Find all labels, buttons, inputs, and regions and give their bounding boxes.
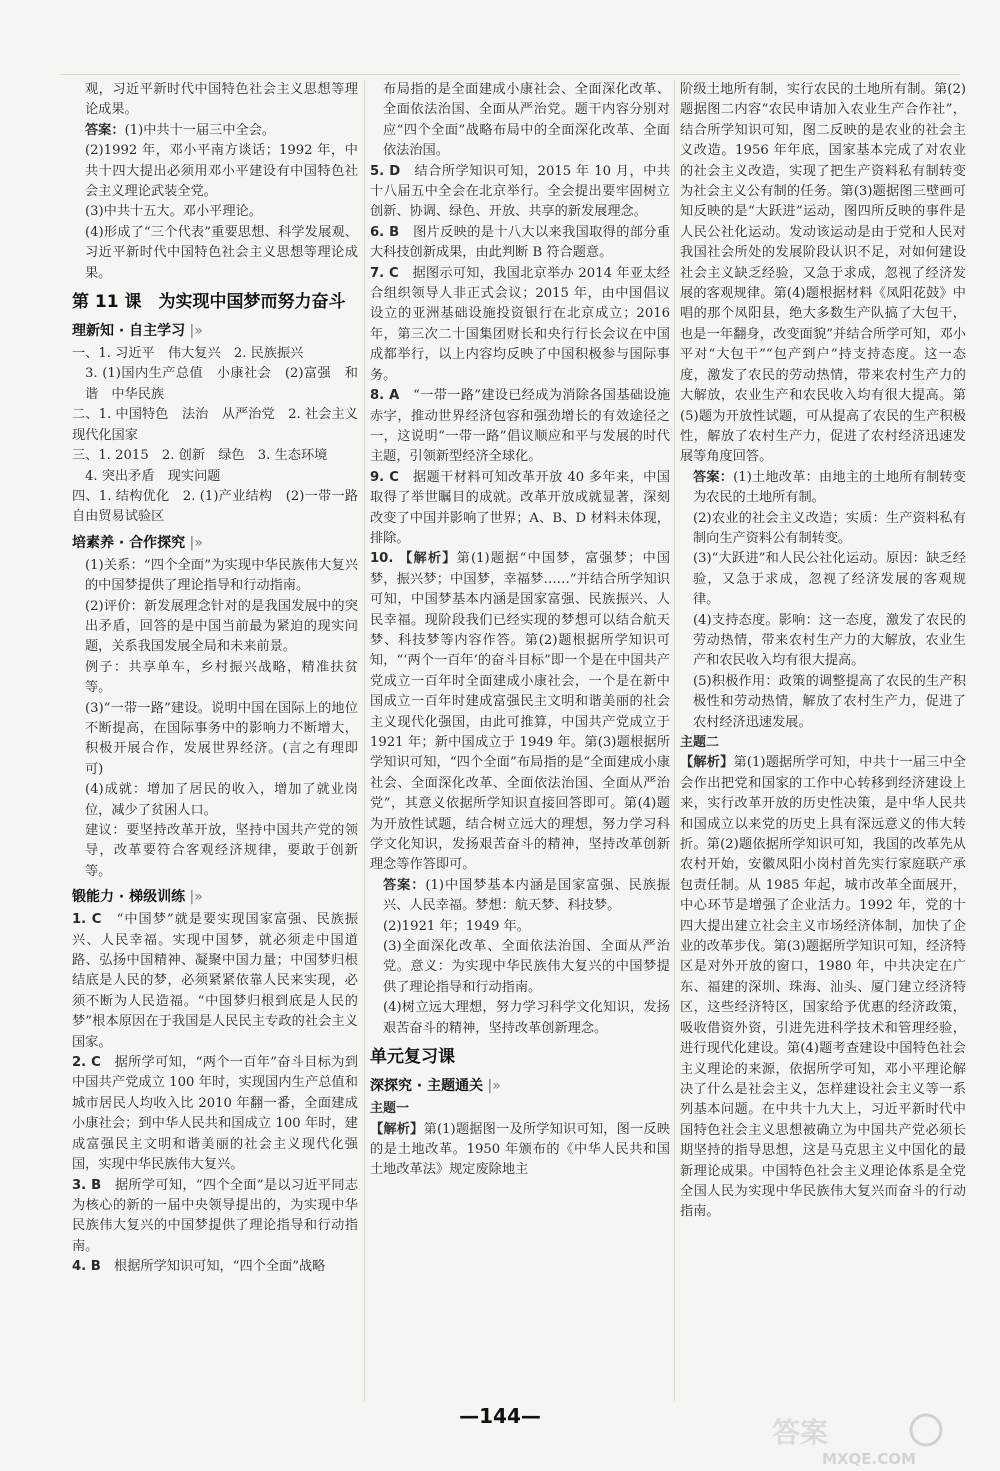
- section-marker-icon: |»: [483, 1078, 501, 1095]
- answer-text: (4)形成了“三个代表”重要思想、科学发展观、习近平新时代中国特色社会主义思想等理论成果。: [85, 224, 358, 281]
- answer-text: (4)支持态度。影响：这一态度，激发了农民的劳动热情，带来农村生产力的大解放，农业生产和农民收入均有很大提高。: [693, 612, 966, 669]
- question-explanation: “一带一路”建设已经成为消除各国基础设施赤字，推动世界经济包容和强劲增长的有效途径之一，这说明“一带一路”倡议顺应和平与发展的时代主题，引领新型经济全球化。: [370, 388, 671, 465]
- column-left: [72, 80, 372, 1401]
- question-item: [72, 910, 358, 1053]
- answer-text: (2)1992 年，邓小平南方谈话；1992 年，中共十四大提出必须用邓小平建设有中国特色社会主义理论武装全党。: [85, 143, 358, 200]
- answer-text: (1)中共十一届三中全会。: [124, 122, 276, 138]
- question-number: 4. B: [72, 1259, 101, 1275]
- answer-line: 3. (1)国内生产总值 小康社会 (2)富强 和谐 中华民族: [85, 366, 358, 402]
- answer-text: (2)1921 年；1949 年。: [383, 918, 530, 934]
- question-number: 9. C: [370, 469, 399, 485]
- column-right: [680, 80, 966, 1401]
- answer-text: (4)树立远大理想，努力学习科学文化知识，发扬艰苦奋斗的精神，坚持改革创新理念。: [383, 1000, 670, 1036]
- explore-answer: (3)“一带一路”建设。说明中国在国际上的地位不断提高，在国际事务中的影响力不断增大，积极开展合作，发展世界经济。(言之有理即可): [85, 700, 358, 777]
- section-heading-text: 理新知 · 自主学习: [72, 323, 186, 340]
- section-marker-icon: |»: [185, 534, 203, 551]
- question-item: [72, 1257, 358, 1277]
- watermark-text: MXQE.COM: [822, 1450, 916, 1468]
- answer-block: [370, 876, 670, 917]
- question-explanation: 结合所学知识可知，2015 年 10 月，中共十八届五中全会在北京举行。全会提出要牢固树立创新、协调、绿色、开放、共享的新发展理念。: [370, 163, 671, 220]
- svg-text:答案: 答案: [772, 1416, 829, 1449]
- watermark-logo: [762, 1412, 972, 1468]
- answer-text: (1)中国梦基本内涵是国家富强、民族振兴、人民幸福。梦想：航天梦、科技梦。: [383, 877, 671, 914]
- explore-answer: 例子：共享单车，乡村振兴战略，精准扶贫等。: [85, 659, 358, 696]
- question-number: 2. C: [72, 1055, 101, 1071]
- question-number: 10. 【解析】: [370, 551, 457, 567]
- question-explanation: 图片反映的是十八大以来我国取得的部分重大科技创新成果，由此判断 B 符合题意。: [370, 224, 671, 261]
- column-divider: [674, 80, 675, 1401]
- question-number: 7. C: [370, 265, 399, 281]
- explore-answer: 建议：要坚持改革开放，坚持中国共产党的领导，改革要符合客观经济规律，要敢于创新等。: [85, 823, 358, 879]
- analysis-text: 第(1)题据所学可知，中共十一届三中全会作出把党和国家的工作中心转移到经济建设上来，实行改革开放的历史性决策，是中华人民共和国成立以来党的历史上具有深远意义的伟大转折。第(2)题依据所学知识可知，我国的改革先从农村开始，安徽凤阳小岗村首先实行家庭联产承包责任制。从 1985 年起，城市改革全面展开，中心环节是增强了企业活力。1992 年，党的十四大提出建立社会主义市场经济体制，加快了企业的改革步伐。第(3)题据所学知识可知，经济特区是对外开放的窗口，1980 年，中共决定在广东、福建的深圳、珠海、汕头、厦门建立经济特区，这些经济特区，国家给予优惠的经济政策，吸收借资外资，引进先进科学技术和管理经验，进行现代化建设。第(4)题考查建设中国特色社会主义理论的来源，依据所学可知，邓小平理论解决了什么是社会主义，怎样建设社会主义等一系列基本问题。在中共十九大上，习近平新时代中国特色社会主义思想被确立为中国共产党必须长期坚持的指导思想，这是马克思主义中国化的最新理论成果。中国特色社会主义理论体系是全党全国人民为实现中华民族伟大复兴而奋斗的行动指南。: [680, 755, 966, 1220]
- question-number: 8. A: [370, 388, 400, 404]
- explore-answer: (1)关系：“四个全面”为实现中华民族伟大复兴的中国梦提供了理论指导和行动指南。: [85, 557, 358, 594]
- answer-text: (3)“大跃进”和人民公社化运动。原因：缺乏经验，又急于求成，忽视了经济发展的客观规律。: [693, 551, 966, 608]
- answer-text: (3)全面深化改革、全面依法治国、全面从严治党。意义：为实现中华民族伟大复兴的中国梦提供了理论指导和行动指南。: [383, 939, 670, 995]
- answer-line: 二、1. 中国特色 法治 从严治党 2. 社会主义现代化国家: [72, 407, 358, 443]
- analysis-block: [680, 753, 966, 1222]
- answer-text: (5)积极作用：政策的调整提高了农民的生产积极性和劳动热情，解放了农村生产力，促进了农村经济迅速发展。: [693, 673, 966, 730]
- answer-label: 答案：: [383, 877, 426, 893]
- section-heading: [72, 319, 358, 343]
- question-item: [370, 549, 670, 876]
- section-marker-icon: |»: [185, 889, 203, 906]
- analysis-block: [370, 1120, 670, 1181]
- paragraph: 观，习近平新时代中国特色社会主义思想等理论成果。: [85, 82, 358, 118]
- question-number: 1. C: [72, 912, 102, 928]
- lesson-title: 第 11 课 为实现中国梦而努力奋斗: [72, 292, 346, 313]
- section-heading-text: 锻能力 · 梯级训练: [72, 889, 186, 906]
- answer-block: [72, 121, 358, 141]
- analysis-label: 【解析】: [370, 1121, 424, 1137]
- question-explanation: “中国梦”就是要实现国家富强、民族振兴、人民幸福。实现中国梦，就必须走中国道路、弘扬中国精神、凝聚中国力量；中国梦归根结底是人民的梦，必须紧紧依靠人民来实现，必须不断为人民造福。“中国梦归根到底是人民的梦”根本原因在于我国是人民民主专政的社会主义国家。: [72, 912, 359, 1050]
- question-item: [370, 468, 670, 550]
- section-heading: [72, 885, 358, 909]
- answer-block: [680, 468, 966, 509]
- answer-line: 一、1. 习近平 伟大复兴 2. 民族振兴: [72, 346, 304, 362]
- analysis-label: 【解析】: [680, 755, 734, 771]
- question-explanation: 据所学可知，“四个全面”是以习近平同志为核心的新的一届中央领导提出的，为实现中华民族伟大复兴的中国梦提供了理论指导和行动指南。: [72, 1177, 359, 1254]
- answer-text: (3)中共十五大。邓小平理论。: [85, 204, 262, 220]
- explore-answer: (4)成就：增加了居民的收入，增加了就业岗位，减少了贫困人口。: [85, 782, 358, 818]
- analysis-text: 第(1)题据图一及所学知识可知，图一反映的是土地改革。1950 年颁布的《中华人民共和国土地改革法》规定废除地主: [370, 1121, 671, 1178]
- question-explanation: 根据所学知识可知，“四个全面”战略: [114, 1259, 326, 1275]
- topic-heading: 主题一: [370, 1101, 410, 1117]
- answer-label: 答案：: [693, 469, 734, 485]
- question-item: [370, 264, 670, 386]
- answer-line: 四、1. 结构优化 2. (1)产业结构 (2)一带一路 自由贸易试验区: [72, 488, 372, 525]
- column-divider: [364, 80, 365, 1401]
- question-explanation: 第(1)题据“中国梦，富强梦；中国梦，振兴梦；中国梦，幸福梦……”并结合所学知识可知，中国梦基本内涵是国家富强、民族振兴、人民幸福。现阶段我们已经实现的梦想可以结合航天梦、科技梦等内容作答。第(2)题根据所学知识可知，“‘两个一百年’的奋斗目标”即一个是在中国共产党成立一百年时全面建成小康社会，一个是在新中国成立一百年时建成富强民主文明和谐美丽的社会主义现代化强国，由此可推算，中国共产党成立于 1921 年；新中国成立于 1949 年。第(3)题根据所学知识可知，“四个全面”布局指的是“全面建成小康社会、全面深化改革、全面依法治国、全面从严治党”，其意义依据所学知识直接回答即可。第(4)题为开放性试题，结合树立远大的理想，努力学习科学文化知识，发扬艰苦奋斗的精神，坚持改革创新理念等作答即可。: [370, 551, 671, 873]
- question-explanation: 据所学可知，“两个一百年”奋斗目标为到中国共产党成立 100 年时，实现国内生产总值和城市居民人均收入比 2010 年翻一番，全面建成小康社会；到中华人民共和国成立 100 年时，建成富强民主文明和谐美丽的社会主义现代化强国，实现中华民族伟大复兴。: [72, 1055, 358, 1173]
- explore-answer: (2)评价：新发展理念针对的是我国发展中的突出矛盾，回答的是中国当前最为紧迫的现实问题，关系我国发展全局和未来前景。: [85, 598, 358, 655]
- paragraph: 布局指的是全面建成小康社会、全面深化改革、全面依法治国、全面从严治党。题干内容分别对应“四个全面”战略布局中的全面深化改革、全面依法治国。: [383, 82, 670, 159]
- question-number: 3. B: [72, 1177, 102, 1193]
- answer-text: (2)农业的社会主义改造；实质：生产资料私有制向生产资料公有制转变。: [693, 510, 966, 546]
- question-explanation: 据题干材料可知改革开放 40 多年来，中国取得了举世瞩目的成就。改革开放成就显著，深刻改变了中国并影响了世界；A、B、D 材料未体现，排除。: [370, 469, 670, 546]
- question-number: 5. D: [370, 163, 401, 179]
- section-heading-text: 深探究 · 主题通关: [370, 1078, 484, 1095]
- page-top-line: [60, 74, 960, 75]
- answer-label: 答案：: [85, 122, 125, 138]
- question-item: [370, 162, 670, 223]
- question-number: 6. B: [370, 224, 400, 240]
- topic-heading: 主题二: [680, 735, 720, 750]
- analysis-continued: 阶级土地所有制，实行农民的土地所有制。第(2)题据图二内容“农民申请加入农业生产合作社”，结合所学知识可知，图二反映的是农业的社会主义改造。1956 年年底，国家基本完成了对农业的社会主义改造，实现了把生产资料私有制转变为社会主义公有制的任务。第(3)题据图三壁画可知反映的是“大跃进”运动，图四所反映的事件是人民公社化运动。发动该运动是由于党和人民对我国社会所处的发展阶段认识不足，对如何建设社会主义缺乏经验，又急于求成，忽视了经济发展的客观规律。第(4)题根据材料《凤阳花鼓》中唱的那个凤阳县，绝大多数生产队搞了大包干，也是一年翻身，改变面貌”并结合所学可知，邓小平对“大包干”“包产到户”持支持态度。这一态度，激发了农民的劳动热情，带来农村生产力的大解放，农业生产和农民收入均有很大提高。第(5)题为开放性试题，可从提高了农民的生产积极性，解放了农村生产力，促进了农村经济迅速发展等角度回答。: [680, 82, 966, 465]
- question-explanation: 据图示可知，我国北京举办 2014 年亚太经合组织领导人非正式会议；2015 年，由中国倡议设立的亚洲基础设施投资银行在北京成立；2016 年，第三次二十国集团财长和央行行长会议在中国成都举行，以上内容均反映了中国积极参与国际事务。: [370, 265, 670, 383]
- section-heading: [370, 1074, 670, 1098]
- page-number: —144—: [459, 1404, 541, 1428]
- unit-review-title: 单元复习课: [370, 1047, 455, 1068]
- section-heading-text: 培素养 · 合作探究: [72, 534, 186, 551]
- section-heading: [72, 531, 358, 555]
- answer-line: 三、1. 2015 2. 创新 绿色 3. 生态环境: [72, 448, 328, 464]
- column-middle: [370, 80, 670, 1401]
- section-marker-icon: |»: [185, 323, 203, 340]
- question-item: [72, 1176, 358, 1258]
- question-item: [370, 386, 670, 468]
- answer-text: (1)土地改革：由地主的土地所有制转变为农民的土地所有制。: [693, 469, 966, 506]
- answer-line: 4. 突出矛盾 现实问题: [85, 468, 221, 484]
- question-item: [370, 223, 670, 264]
- question-item: [72, 1053, 358, 1175]
